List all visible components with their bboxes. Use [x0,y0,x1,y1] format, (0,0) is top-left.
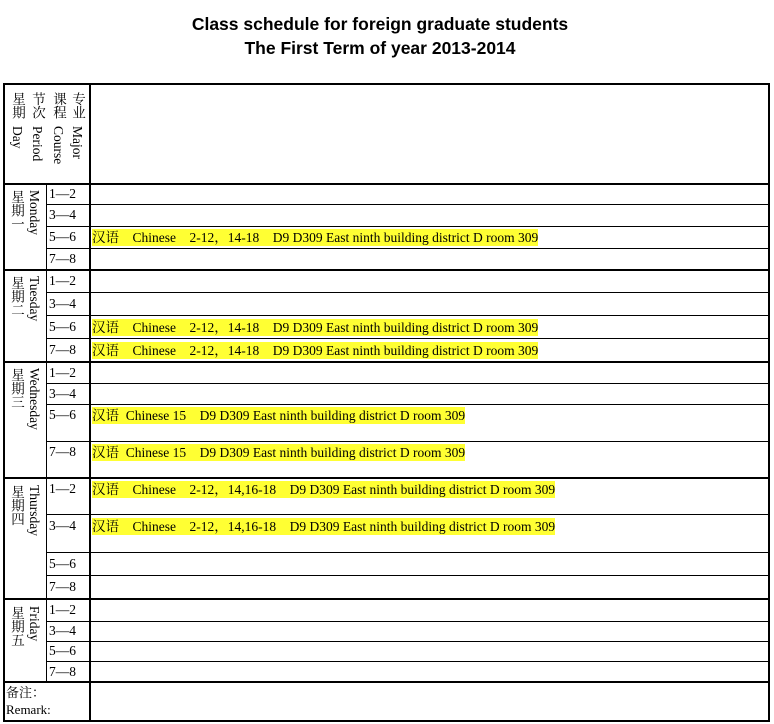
period-label: 1—2 [49,365,76,380]
day-label-en: Friday [27,606,42,642]
header-day-en: Day [10,126,25,149]
day-label-cn: 星期三 [9,368,24,409]
period-label: 1—2 [49,186,76,201]
course-entry-tuesday-56: 汉语 Chinese 2-12，14-18 D9 D309 East ninth building district D room 309 [92,320,539,335]
period-label: 5—6 [49,643,76,658]
page-subtitle: The First Term of year 2013-2014 [244,38,516,58]
table-right-border [768,83,770,722]
header-major-en: Major [70,126,85,159]
remark-label-cn: 备注： [6,685,46,700]
course-column-border [89,83,91,722]
day-label-en: Monday [27,190,42,235]
period-label: 1—2 [49,481,76,496]
period-label: 3—4 [49,518,76,533]
period-label: 5—6 [49,319,76,334]
period-label: 7—8 [49,579,76,594]
day-label-cn: 星期五 [9,606,24,647]
period-label: 1—2 [49,602,76,617]
table-bottom-border [3,720,770,722]
period-label: 5—6 [49,407,76,422]
wednesday-bottom-border [3,477,770,479]
period-label: 7—8 [49,444,76,459]
course-entry-wednesday-56: 汉语 Chinese 15 D9 D309 East ninth building district D room 309 [92,408,466,423]
course-entry-thursday-34: 汉语 Chinese 2-12，14,16-18 D9 D309 East ninth building district D room 309 [92,519,556,534]
table-left-border [3,83,5,722]
header-period-en: Period [30,126,45,162]
day-label-cn: 星期四 [9,485,24,526]
period-label: 7—8 [49,342,76,357]
period-label: 3—4 [49,207,76,222]
monday-bottom-border [3,269,770,271]
period-label: 5—6 [49,556,76,571]
header-day-cn: 星期 [10,92,25,119]
day-label-en: Wednesday [27,368,42,430]
thursday-bottom-border [3,598,770,600]
remark-label-en: Remark: [6,702,51,717]
course-entry-tuesday-78: 汉语 Chinese 2-12，14-18 D9 D309 East ninth building district D room 309 [92,343,539,358]
header-course-en: Course [51,126,66,165]
period-label: 3—4 [49,623,76,638]
period-label: 7—8 [49,251,76,266]
day-label-cn: 星期二 [9,276,24,317]
course-entry-thursday-12: 汉语 Chinese 2-12，14,16-18 D9 D309 East ninth building district D room 309 [92,482,556,497]
day-label-en: Tuesday [27,276,42,322]
course-entry-wednesday-78: 汉语 Chinese 15 D9 D309 East ninth building district D room 309 [92,445,466,460]
period-label: 5—6 [49,229,76,244]
header-major-cn: 专业 [70,92,85,119]
tuesday-bottom-border [3,361,770,363]
table-top-border [3,83,770,85]
period-label: 3—4 [49,386,76,401]
header-course-cn: 课程 [51,92,66,119]
header-period-cn: 节次 [30,92,45,119]
course-entry-monday-56: 汉语 Chinese 2-12，14-18 D9 D309 East ninth building district D room 309 [92,230,539,245]
period-label: 7—8 [49,664,76,679]
day-label-cn: 星期一 [9,190,24,231]
period-label: 3—4 [49,296,76,311]
period-column-border [46,184,47,682]
page-title: Class schedule for foreign graduate students [191,14,569,34]
period-label: 1—2 [49,273,76,288]
header-bottom-border [3,183,770,185]
friday-bottom-border [3,681,770,683]
day-label-en: Thursday [27,485,42,536]
